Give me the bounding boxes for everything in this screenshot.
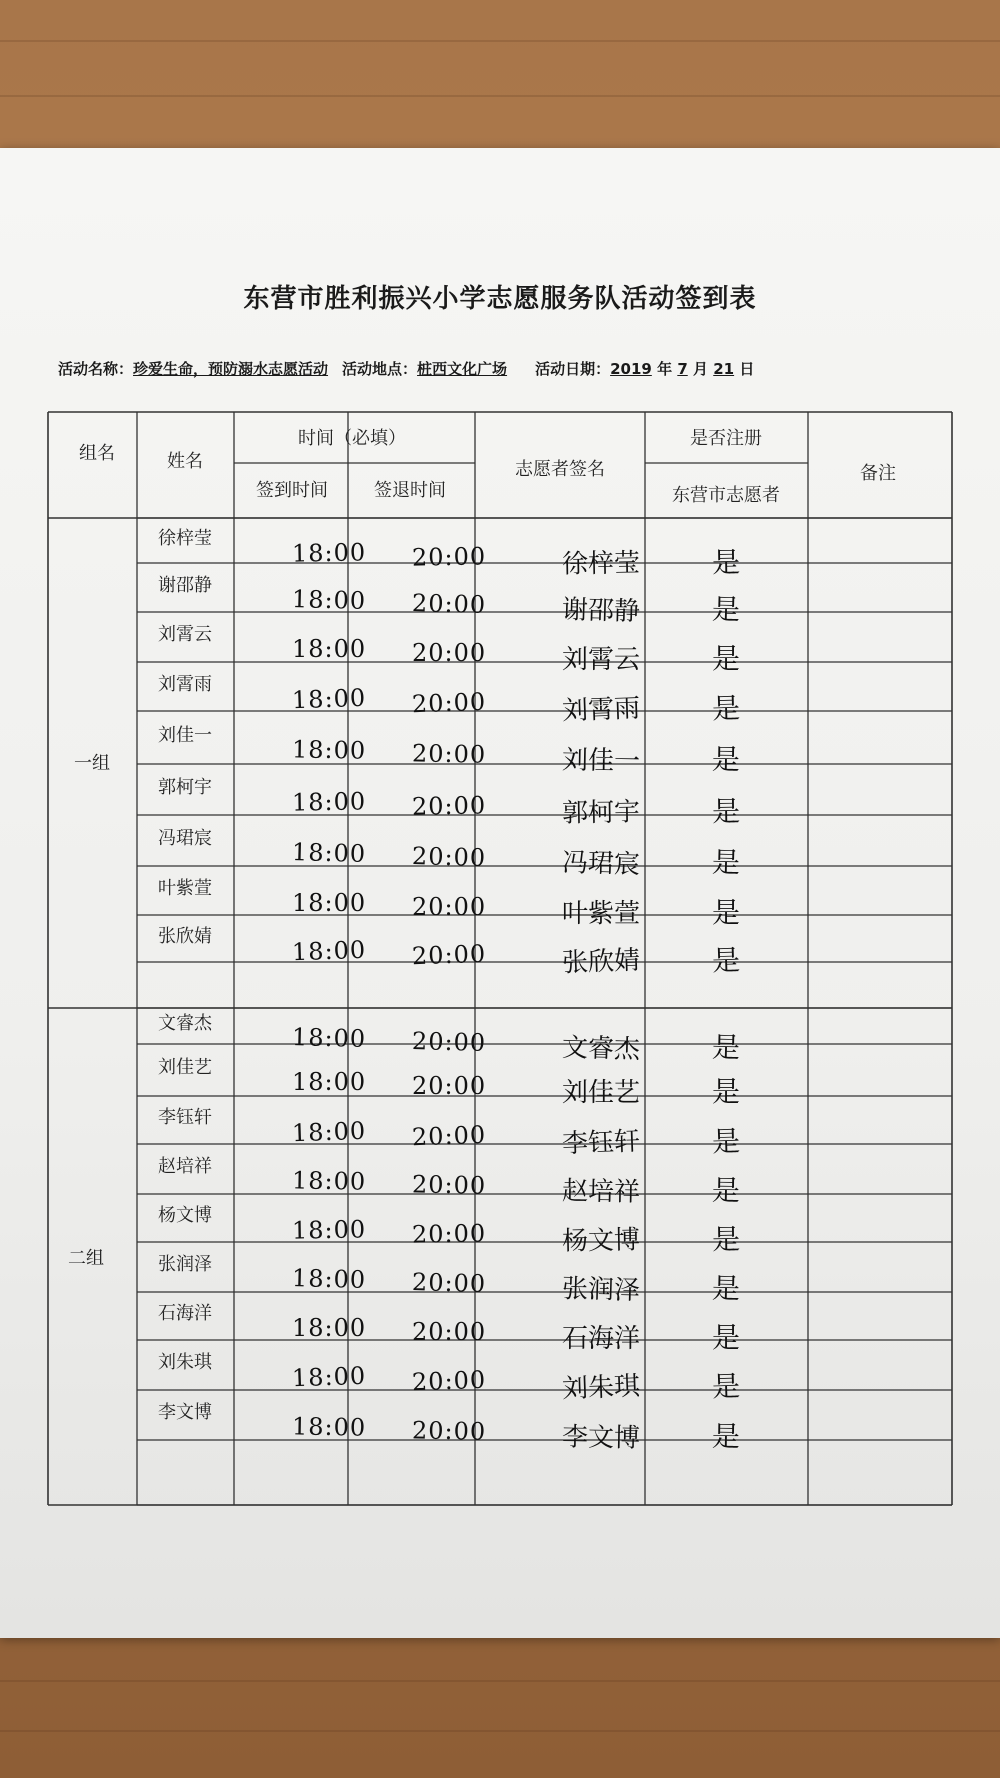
sign-in-time: 18:00 xyxy=(291,584,367,615)
sign-in-time: 18:00 xyxy=(292,635,367,663)
sign-in-time: 18:00 xyxy=(291,683,367,714)
volunteer-signature: 张润泽 xyxy=(561,1273,641,1307)
volunteer-signature: 刘霄云 xyxy=(562,645,641,675)
sign-in-time: 18:00 xyxy=(291,1166,367,1196)
volunteer-signature: 徐梓莹 xyxy=(561,547,641,580)
row-name: 刘霄云 xyxy=(158,624,212,645)
registered-mark: 是 xyxy=(711,845,741,879)
row-name: 刘霄雨 xyxy=(158,673,212,695)
volunteer-signature: 李钰轩 xyxy=(561,1126,641,1160)
registered-mark: 是 xyxy=(711,943,741,977)
sign-out-time: 20:00 xyxy=(411,1027,487,1057)
registered-mark: 是 xyxy=(711,1030,741,1065)
location-value: 桩西文化广场 xyxy=(417,360,508,378)
header-registered-sub: 东营市志愿者 xyxy=(672,485,780,506)
sign-out-time: 20:00 xyxy=(411,1416,487,1446)
volunteer-signature: 张欣婧 xyxy=(561,945,641,978)
activity-name-label: 活动名称： xyxy=(58,360,134,378)
year-unit: 年 xyxy=(657,360,673,378)
sign-out-time: 20:00 xyxy=(412,1072,487,1100)
volunteer-signature: 刘朱琪 xyxy=(561,1371,641,1405)
registered-mark: 是 xyxy=(711,691,741,725)
volunteer-signature: 赵培祥 xyxy=(561,1176,641,1208)
sign-in-time: 18:00 xyxy=(291,786,367,817)
header-registered: 是否注册 xyxy=(690,428,762,449)
volunteer-signature: 刘霄雨 xyxy=(561,693,641,726)
sign-in-time: 18:00 xyxy=(291,734,367,765)
header-sign-in: 签到时间 xyxy=(256,480,328,501)
sign-in-time: 18:00 xyxy=(292,1068,367,1096)
sign-in-time: 18:00 xyxy=(291,1215,367,1245)
volunteer-signature: 石海洋 xyxy=(562,1324,641,1354)
registered-mark: 是 xyxy=(712,1075,741,1108)
date-month: 7 xyxy=(677,360,688,378)
sign-in-time: 18:00 xyxy=(291,1264,367,1294)
registered-mark: 是 xyxy=(712,642,741,675)
row-name: 冯珺宸 xyxy=(158,827,212,849)
sign-out-time: 20:00 xyxy=(412,639,487,667)
row-name: 刘佳一 xyxy=(158,724,212,746)
row-name: 李钰轩 xyxy=(158,1107,212,1128)
sign-in-time: 18:00 xyxy=(291,1412,367,1442)
sign-in-time: 18:00 xyxy=(291,837,367,868)
month-unit: 月 xyxy=(692,360,708,378)
sign-out-time: 20:00 xyxy=(411,541,487,572)
volunteer-signature: 刘佳艺 xyxy=(562,1078,641,1108)
sign-in-time: 18:00 xyxy=(291,1361,367,1393)
date-day: 21 xyxy=(713,360,735,378)
sign-out-time: 20:00 xyxy=(411,1219,487,1249)
sign-in-time: 18:00 xyxy=(291,1116,367,1148)
registered-mark: 是 xyxy=(711,1369,741,1404)
sign-in-time: 18:00 xyxy=(291,537,367,568)
sign-out-time: 20:00 xyxy=(411,687,487,718)
row-name: 张欣婧 xyxy=(158,925,212,947)
header-time: 时间（必填） xyxy=(298,428,406,449)
location-label: 活动地点： xyxy=(342,360,418,378)
registered-mark: 是 xyxy=(711,1271,741,1306)
volunteer-signature: 郭柯宇 xyxy=(561,796,641,829)
sign-out-time: 20:00 xyxy=(411,1268,487,1298)
registered-mark: 是 xyxy=(711,1222,741,1257)
volunteer-signature: 刘佳一 xyxy=(561,744,641,777)
sign-out-time: 20:00 xyxy=(412,892,487,921)
row-name: 徐梓莹 xyxy=(158,527,212,549)
row-name: 叶紫萱 xyxy=(158,877,212,899)
header-remarks: 备注 xyxy=(860,463,896,484)
header-name: 姓名 xyxy=(167,451,203,472)
row-name: 郭柯宇 xyxy=(158,776,212,798)
registered-mark: 是 xyxy=(711,1173,741,1208)
volunteer-signature: 李文博 xyxy=(561,1422,641,1454)
group-label-1: 一组 xyxy=(74,753,110,774)
sheet-title: 东营市胜利振兴小学志愿服务队活动签到表 xyxy=(243,284,757,314)
date-year: 2019 xyxy=(610,360,652,378)
date-label: 活动日期： xyxy=(535,360,611,378)
row-name: 杨文博 xyxy=(158,1205,212,1226)
sign-out-time: 20:00 xyxy=(411,1365,487,1397)
registered-mark: 是 xyxy=(711,1419,741,1454)
row-name: 李文博 xyxy=(158,1402,212,1423)
row-name: 赵培祥 xyxy=(158,1156,212,1177)
group-label-2: 二组 xyxy=(68,1248,104,1269)
sign-out-time: 20:00 xyxy=(411,1120,487,1152)
registered-mark: 是 xyxy=(711,545,741,579)
sign-in-time: 18:00 xyxy=(291,935,367,966)
sign-out-time: 20:00 xyxy=(411,1170,487,1200)
activity-name-value: 珍爱生命，预防溺水志愿活动 xyxy=(133,360,329,378)
header-sign-out: 签退时间 xyxy=(374,480,446,501)
volunteer-signature: 杨文博 xyxy=(561,1225,641,1257)
sign-out-time: 20:00 xyxy=(411,939,487,970)
row-name: 刘佳艺 xyxy=(158,1057,212,1078)
row-name: 文睿杰 xyxy=(158,1013,212,1034)
sign-in-time: 18:00 xyxy=(292,888,367,917)
registered-mark: 是 xyxy=(711,1124,741,1159)
registered-mark: 是 xyxy=(711,794,741,828)
day-unit: 日 xyxy=(739,360,755,378)
sign-out-time: 20:00 xyxy=(411,588,487,619)
sign-out-time: 20:00 xyxy=(411,790,487,821)
sign-out-time: 20:00 xyxy=(412,1318,487,1346)
registered-mark: 是 xyxy=(712,895,741,929)
header-signature: 志愿者签名 xyxy=(515,459,605,480)
row-name: 石海洋 xyxy=(158,1303,212,1324)
registered-mark: 是 xyxy=(711,742,741,776)
registered-mark: 是 xyxy=(711,592,741,626)
volunteer-signature: 冯珺宸 xyxy=(561,847,641,880)
volunteer-signature: 文睿杰 xyxy=(561,1032,641,1066)
volunteer-signature: 谢邵静 xyxy=(561,594,641,627)
sign-in-time: 18:00 xyxy=(292,1314,367,1342)
sign-out-time: 20:00 xyxy=(411,841,487,872)
row-name: 谢邵静 xyxy=(158,574,212,596)
header-group: 组名 xyxy=(79,443,115,464)
row-name: 刘朱琪 xyxy=(158,1352,212,1373)
row-name: 张润泽 xyxy=(158,1254,212,1275)
volunteer-signature: 叶紫萱 xyxy=(562,898,641,929)
sign-in-time: 18:00 xyxy=(291,1023,367,1053)
sign-out-time: 20:00 xyxy=(411,738,487,769)
registered-mark: 是 xyxy=(712,1321,741,1354)
